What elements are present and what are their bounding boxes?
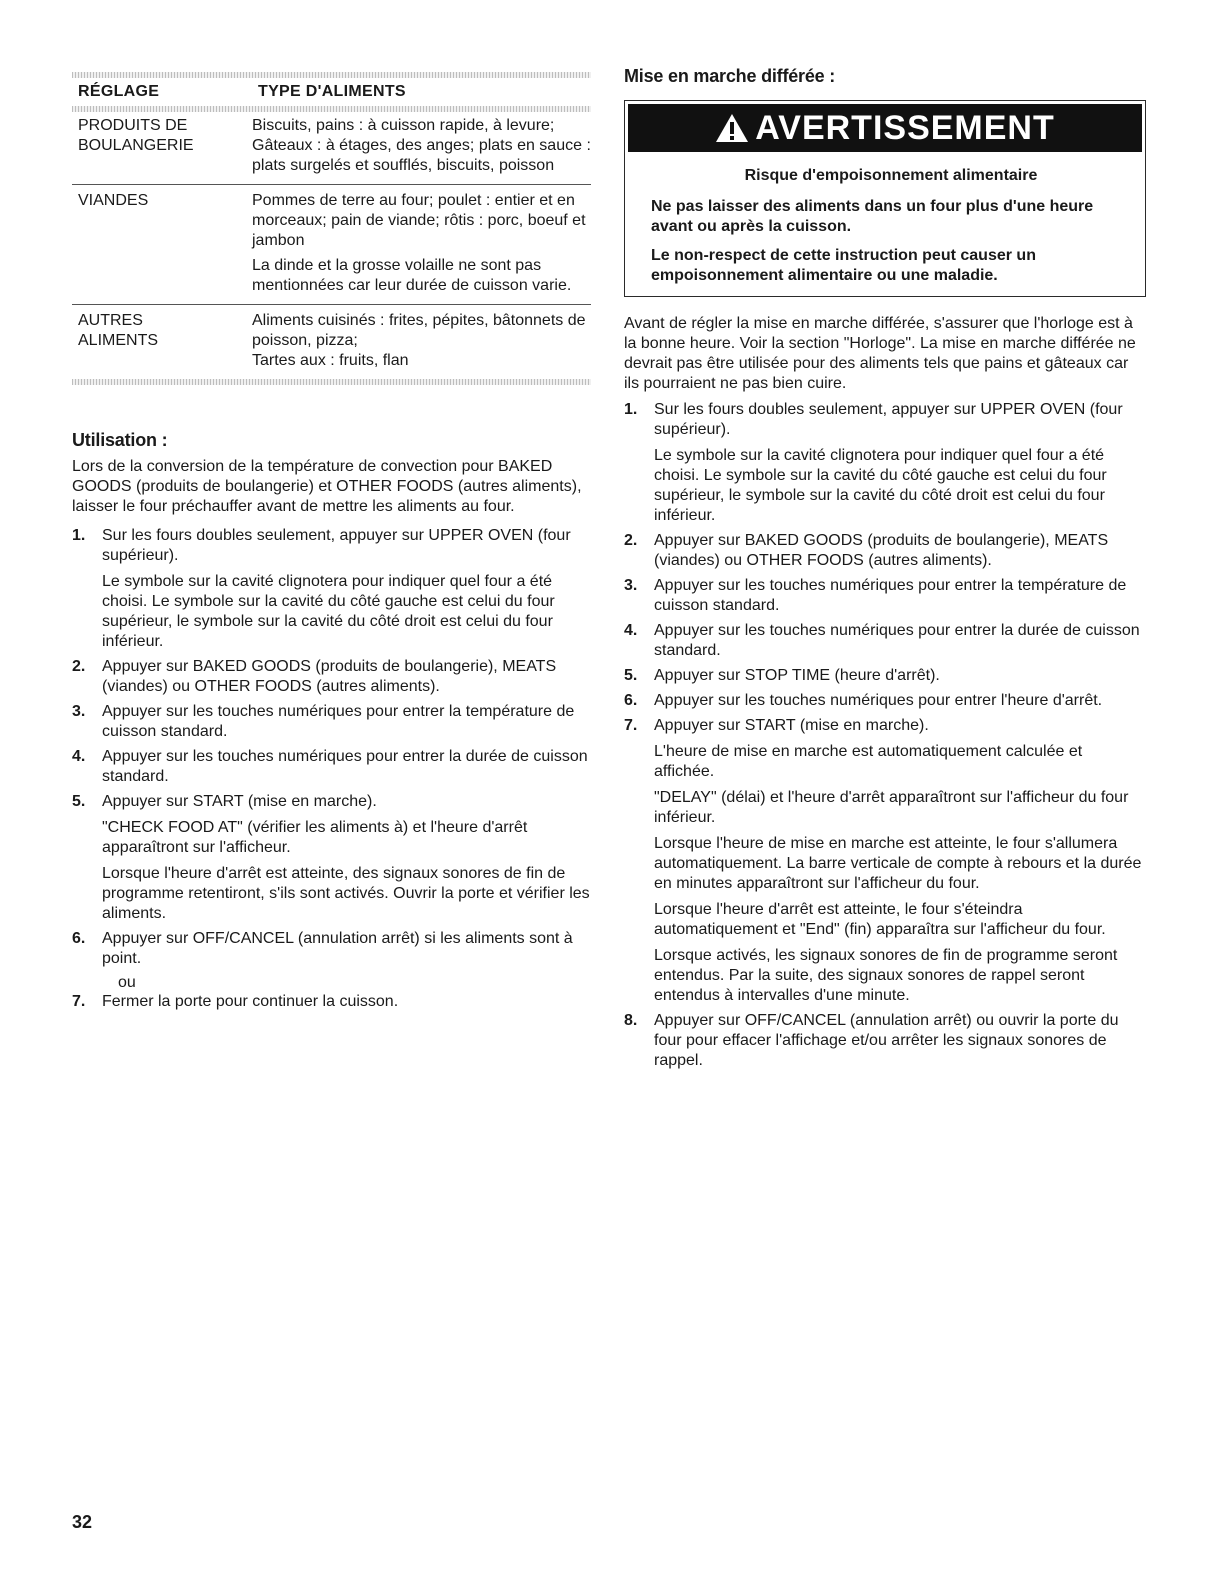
step-number: 7. [72,993,86,1010]
foods-text: Biscuits, pains : à cuisson rapide, à levure; Gâteaux : à étages, des anges; plats en sauce : plats surgelés et soufflés, biscuits, poisson [252,117,591,174]
warning-banner-text: AVERTISSEMENT [755,108,1055,147]
step-text: Appuyer sur les touches numériques pour entrer la température de cuisson standard. [102,703,575,740]
or-separator: ou [118,974,136,991]
list-item [72,992,591,1012]
step-number: 1. [72,527,86,544]
step-number: 3. [624,577,638,594]
step-number: 6. [624,692,638,709]
foods-text: Aliments cuisinés : frites, pépites, bâtonnets de poisson, pizza; [252,312,586,349]
list-item [624,1011,1144,1071]
header-setting: RÉGLAGE [78,83,160,100]
table-row [72,184,591,304]
step-number: 2. [624,532,638,549]
utilisation-steps-continued [72,992,591,1012]
step-number: 2. [72,658,86,675]
foods-text: Tartes aux : fruits, flan [252,352,409,369]
list-item [624,531,1144,571]
step-text: Appuyer sur les touches numériques pour entrer la durée de cuisson standard. [654,622,1140,659]
warning-line-1: Ne pas laisser des aliments dans un four plus d'une heure avant ou après la cuisson. [651,198,1094,235]
table-header [72,78,591,106]
step-number: 3. [72,703,86,720]
setting-cell [72,116,252,176]
warning-triangle-icon [715,113,749,143]
step-text: Appuyer sur les touches numériques pour entrer la durée de cuisson standard. [102,748,588,785]
utilisation-intro: Lors de la conversion de la température de convection pour BAKED GOODS (produits de boulangerie) et OTHER FOODS (autres aliments), laisser le four préchauffer avant de mettre les aliments au four. [72,458,582,515]
foods-note: La dinde et la grosse volaille ne sont pas mentionnées car leur durée de cuisson varie. [252,257,572,294]
page-number: 32 [72,1512,93,1532]
setting-line: ALIMENTS [78,332,159,349]
delayed-start-section [624,314,1144,1076]
utilisation-section [72,430,591,1017]
list-item [624,666,1144,686]
step-text: Fermer la porte pour continuer la cuisson. [102,993,399,1010]
step-note: L'heure de mise en marche est automatiquement calculée et affichée. [654,743,1083,780]
table-row [72,304,591,379]
list-item [72,747,591,787]
step-number: 5. [624,667,638,684]
step-text: Sur les fours doubles seulement, appuyer sur UPPER OVEN (four supérieur). [102,527,571,564]
delayed-start-heading: Mise en marche différée : [624,66,836,86]
list-item [624,691,1144,711]
list-item [624,621,1144,661]
list-item [72,929,591,969]
step-text: Appuyer sur START (mise en marche). [654,717,929,734]
list-item [72,526,591,652]
delayed-steps [624,400,1144,1071]
list-item [72,702,591,742]
step-number: 1. [624,401,638,418]
setting-cell [72,311,252,371]
list-item [72,792,591,924]
table-row [72,112,591,184]
header-food-type: TYPE D'ALIMENTS [258,83,406,100]
settings-table [72,72,591,385]
setting-cell [72,191,252,296]
warning-title: Risque d'empoisonnement alimentaire [744,167,1038,184]
step-note: Lorsque activés, les signaux sonores de fin de programme seront entendus. Par la suite, des signaux sonores de rappel seront entendus à intervalles d'une minute. [654,947,1118,1004]
step-text: Appuyer sur BAKED GOODS (produits de boulangerie), MEATS (viandes) ou OTHER FOODS (autres aliments). [654,532,1109,569]
list-item [624,716,1144,1006]
foods-cell [252,116,591,176]
step-text: Appuyer sur les touches numériques pour entrer la température de cuisson standard. [654,577,1127,614]
step-number: 8. [624,1012,638,1029]
utilisation-steps [72,526,591,969]
foods-cell [252,311,591,371]
step-note: "CHECK FOOD AT" (vérifier les aliments à) et l'heure d'arrêt apparaîtront sur l'afficheur. [102,819,528,856]
delayed-intro: Avant de régler la mise en marche différée, s'assurer que l'horloge est à la bonne heure. Voir la section "Horloge". La mise en marche différée ne devrait pas être utilisée pour des aliments tels que pains et gâteaux car ils pourraient ne pas bien cuire. [624,315,1136,392]
step-text: Appuyer sur OFF/CANCEL (annulation arrêt) ou ouvrir la porte du four pour effacer l'affichage et/ou arrêter les signaux sonores de rappel. [654,1012,1119,1069]
utilisation-heading: Utilisation : [72,430,168,450]
step-text: Appuyer sur BAKED GOODS (produits de boulangerie), MEATS (viandes) ou OTHER FOODS (autres aliments). [102,658,557,695]
setting-line: BOULANGERIE [78,137,194,154]
list-item [624,576,1144,616]
step-note: Lorsque l'heure d'arrêt est atteinte, le four s'éteindra automatiquement et "End" (fin) apparaîtra sur l'afficheur du four. [654,901,1106,938]
step-number: 4. [624,622,638,639]
setting-line: AUTRES [78,312,143,329]
list-item [72,657,591,697]
warning-line-2: Le non-respect de cette instruction peut causer un empoisonnement alimentaire ou une maladie. [651,247,1036,284]
setting-line: PRODUITS DE [78,117,188,134]
step-note: Lorsque l'heure de mise en marche est atteinte, le four s'allumera automatiquement. La barre verticale de compte à rebours et la durée en minutes apparaîtront sur l'afficheur du four. [654,835,1142,892]
step-text: Appuyer sur STOP TIME (heure d'arrêt). [654,667,940,684]
step-text: Appuyer sur OFF/CANCEL (annulation arrêt) si les aliments sont à point. [102,930,573,967]
step-text: Appuyer sur START (mise en marche). [102,793,377,810]
step-text: Appuyer sur les touches numériques pour entrer l'heure d'arrêt. [654,692,1103,709]
step-number: 7. [624,717,638,734]
foods-text: Pommes de terre au four; poulet : entier et en morceaux; pain de viande; rôtis : porc, boeuf et jambon [252,192,586,249]
foods-cell [252,191,591,296]
warning-banner [628,104,1142,152]
step-number: 6. [72,930,86,947]
step-number: 5. [72,793,86,810]
list-item [624,400,1144,526]
table-bottom-rule [72,379,591,385]
step-text: Sur les fours doubles seulement, appuyer sur UPPER OVEN (four supérieur). [654,401,1123,438]
step-note: Lorsque l'heure d'arrêt est atteinte, des signaux sonores de fin de programme retentiront, s'ils sont activés. Ouvrir la porte et vérifier les aliments. [102,865,590,922]
step-note: "DELAY" (délai) et l'heure d'arrêt apparaîtront sur l'afficheur du four inférieur. [654,789,1129,826]
step-number: 4. [72,748,86,765]
warning-body [625,155,1145,286]
step-note: Le symbole sur la cavité clignotera pour indiquer quel four a été choisi. Le symbole sur la cavité du côté gauche est celui du four supérieur, le symbole sur la cavité du côté droit est celui du four inférieur. [654,447,1107,524]
warning-box [624,100,1146,297]
step-note: Le symbole sur la cavité clignotera pour indiquer quel four a été choisi. Le symbole sur la cavité du côté gauche est celui du four supérieur, le symbole sur la cavité du côté droit est celui du four inférieur. [102,573,555,650]
setting-line: VIANDES [78,192,149,209]
